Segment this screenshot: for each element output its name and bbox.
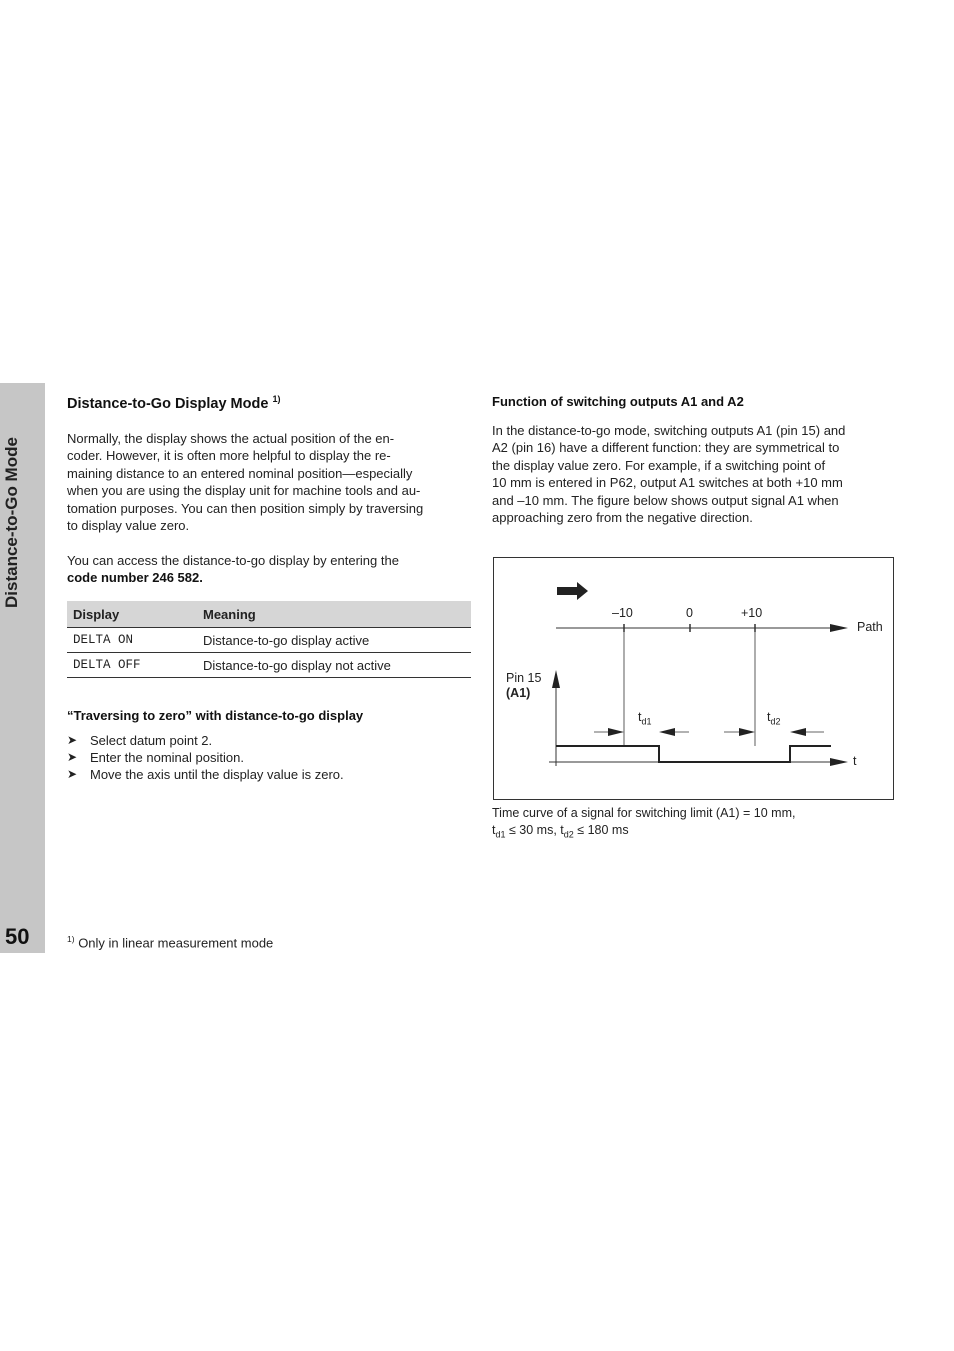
switching-outputs-heading: Function of switching outputs A1 and A2	[492, 394, 744, 409]
footnote-mark: 1)	[67, 934, 75, 944]
signal-axis-arrowhead	[552, 670, 560, 688]
td2-arrowhead-right	[790, 728, 806, 736]
list-item	[67, 749, 344, 766]
td1-label	[638, 710, 652, 727]
table-header-display: Display	[67, 601, 197, 628]
td1-arrowhead-left	[608, 728, 624, 736]
step-text: Enter the nominal position.	[90, 750, 244, 765]
caption-sub2: d2	[563, 829, 574, 840]
step-text: Select datum point 2.	[90, 733, 213, 748]
code-number: code number 246 582.	[67, 570, 203, 586]
intro-line: tomation purposes. You can then position simply by traversing	[67, 500, 424, 516]
footnote	[67, 934, 273, 950]
page-number: 50	[5, 924, 30, 949]
td1-subscript: d1	[641, 716, 652, 727]
intro-paragraph	[67, 430, 477, 534]
a1-label: (A1)	[506, 686, 531, 700]
arrow-bullet-icon: ➤	[67, 750, 78, 764]
intro-line: when you are using the display unit for machine tools and au-	[67, 483, 421, 499]
step-text: Move the axis until the display value is zero.	[90, 767, 344, 782]
switching-line: and –10 mm. The figure below shows output signal A1 when	[492, 492, 839, 508]
switching-line: the display value zero. For example, if a switching point of	[492, 457, 826, 473]
section-heading-text: Distance-to-Go Display Mode	[67, 395, 269, 412]
td2-label	[767, 710, 781, 727]
td2-subscript: d2	[770, 716, 781, 727]
switching-line: approaching zero from the negative direction.	[492, 510, 753, 526]
list-item	[67, 766, 344, 783]
intro-line: to display value zero.	[67, 518, 190, 534]
caption-line-1: Time curve of a signal for switching limit (A1) = 10 mm,	[492, 806, 796, 820]
td1-arrowhead-right	[659, 728, 675, 736]
table-cell-meaning: Distance-to-go display not active	[197, 653, 471, 678]
caption-sub1: d1	[495, 829, 506, 840]
caption-t2: t	[560, 823, 564, 837]
table-header-row	[67, 601, 471, 628]
access-paragraph	[67, 552, 477, 587]
tick-label-minus-10: –10	[612, 606, 633, 620]
time-axis-arrowhead	[830, 758, 848, 766]
arrow-bullet-icon: ➤	[67, 767, 78, 781]
caption-value2: ≤ 180 ms	[573, 823, 629, 837]
table-row	[67, 628, 471, 653]
timing-diagram	[494, 558, 895, 801]
caption-value1: ≤ 30 ms,	[505, 823, 561, 837]
signal-timing-figure	[493, 557, 894, 800]
td2-base: t	[767, 710, 771, 724]
signal-waveform	[556, 746, 831, 762]
table-cell-display: DELTA ON	[67, 628, 197, 653]
table-header-meaning: Meaning	[197, 601, 471, 628]
caption-t1: t	[492, 823, 496, 837]
switching-line: 10 mm is entered in P62, output A1 switches at both +10 mm	[492, 475, 843, 491]
step-list	[67, 732, 344, 783]
tick-label-plus-10: +10	[741, 606, 763, 620]
direction-arrow-icon	[557, 582, 588, 600]
pin-label: Pin 15	[506, 671, 542, 685]
table-row	[67, 653, 471, 678]
tick-label-zero: 0	[686, 606, 693, 620]
section-heading	[67, 394, 280, 412]
intro-line: coder. However, it is often more helpful to display the re-	[67, 448, 391, 464]
sidebar-title: Distance-to-Go Mode	[2, 437, 21, 608]
td2-arrowhead-left	[739, 728, 755, 736]
traversing-subheading: “Traversing to zero” with distance-to-go display	[67, 708, 364, 723]
footnote-text: Only in linear measurement mode	[78, 935, 274, 951]
switching-line: A2 (pin 16) have a different function: they are symmetrical to	[492, 440, 840, 456]
display-mode-table	[67, 601, 471, 678]
intro-line: maining distance to an entered nominal position—especially	[67, 465, 413, 481]
path-axis-label: Path	[857, 620, 883, 634]
arrow-bullet-icon: ➤	[67, 733, 78, 747]
table-cell-meaning: Distance-to-go display active	[197, 628, 471, 653]
list-item	[67, 732, 344, 749]
intro-line: Normally, the display shows the actual position of the en-	[67, 431, 395, 446]
switching-line: In the distance-to-go mode, switching outputs A1 (pin 15) and	[492, 423, 846, 438]
heading-footnote-mark: 1)	[272, 394, 281, 404]
td1-base: t	[638, 710, 642, 724]
switching-paragraph	[492, 422, 902, 526]
path-axis-arrowhead	[830, 624, 848, 632]
table-cell-display: DELTA OFF	[67, 653, 197, 678]
time-axis-label: t	[853, 754, 857, 768]
caption-line-2	[492, 822, 795, 844]
figure-caption	[492, 805, 795, 844]
access-line: You can access the distance-to-go display by entering the	[67, 553, 399, 568]
